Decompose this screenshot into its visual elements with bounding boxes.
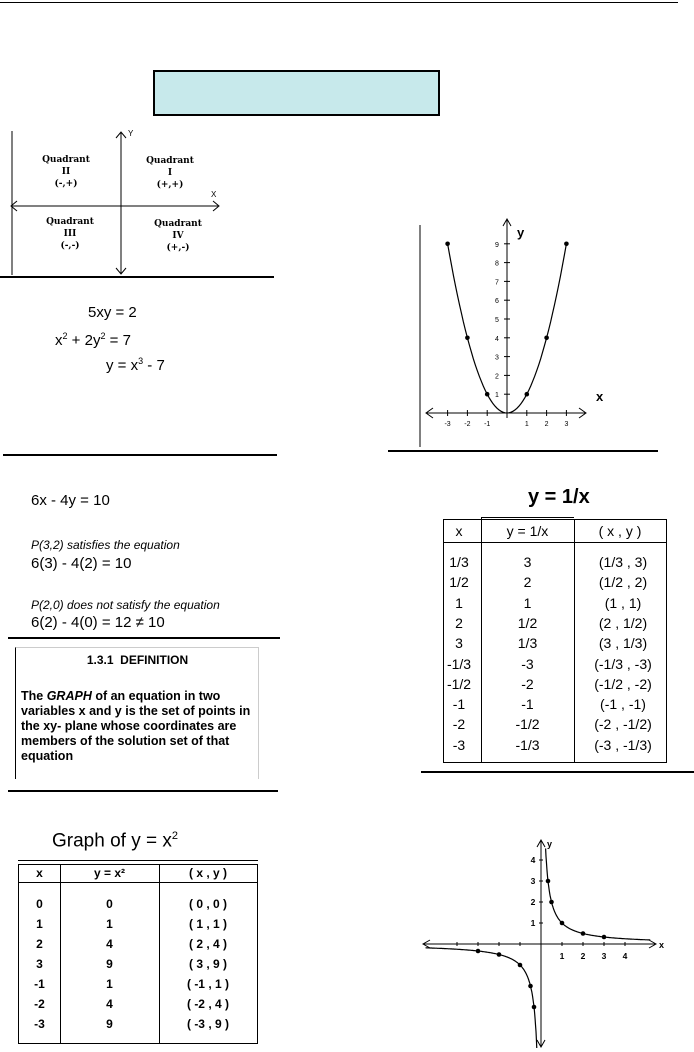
- table-recip-header-line: [444, 542, 666, 543]
- table-x2-cell-x: -1: [34, 977, 45, 991]
- quadrant-iii-num: III: [63, 229, 77, 239]
- rule-quadrant: [0, 276, 274, 278]
- table-recip-cell-xy: (-1/2 , -2): [594, 675, 652, 692]
- rule-parabola: [388, 450, 658, 452]
- definition-graph-word: GRAPH: [46, 689, 92, 703]
- hyperbola-point: [546, 879, 551, 884]
- hyperbola-point: [581, 931, 586, 936]
- hyperbola-point: [532, 1005, 537, 1010]
- table-x2-cell-xy: ( -3 , 9 ): [186, 1017, 229, 1031]
- quadrant-ii-sign: (-,+): [54, 179, 78, 189]
- parabola-y-tick-label: 3: [495, 354, 499, 362]
- hyperbola-x-tick-label: 1: [559, 951, 565, 961]
- table-x2-cell-xy: ( 0 , 0 ): [188, 897, 227, 911]
- table-x2-cell-y: 4: [106, 997, 113, 1011]
- hyperbola-y-label: y: [547, 839, 553, 849]
- table-recip-cell-y: -1/3: [515, 736, 540, 753]
- table-x2-header-xy: ( x , y ): [188, 866, 227, 880]
- parabola-y-tick-label: 6: [495, 298, 499, 306]
- table-recip-cell-y: -1/2: [515, 716, 540, 733]
- hyperbola-x-tick-label: 2: [580, 951, 586, 961]
- parabola-x-tick-label: 3: [564, 421, 569, 428]
- table-recip-cell-y: 1/2: [517, 614, 538, 631]
- equation-3-part-a: y = x: [106, 357, 139, 374]
- table-x2-title-text: Graph of y = x: [52, 830, 172, 852]
- quadrant-ii-name: Quadrant: [42, 155, 90, 165]
- equation-2: [55, 331, 131, 349]
- equation-2-sup-1: 2: [62, 331, 68, 341]
- satisfy-note-2: P(2,0) does not satisfy the equation: [31, 598, 220, 612]
- table-x2: [18, 864, 258, 1044]
- table-recip-cell-x: 2: [455, 614, 463, 631]
- quadrant-iv: [148, 218, 208, 254]
- quadrant-iv-num: IV: [172, 231, 184, 241]
- table-x2-cell-x: 3: [36, 957, 43, 971]
- table-recip-cell-y: 2: [523, 574, 532, 591]
- table-x2-header-y: y = x²: [93, 866, 126, 880]
- parabola-x-tick-label: -1: [484, 421, 491, 428]
- parabola-x-label: x: [596, 389, 604, 404]
- table-recip: [443, 519, 667, 763]
- table-x2-cell-x: 1: [36, 917, 43, 931]
- parabola-y-tick-label: 2: [495, 373, 499, 381]
- hyperbola-y-tick-label: 1: [530, 918, 536, 928]
- parabola-point: [485, 392, 490, 397]
- parabola-graph: [400, 215, 660, 455]
- parabola-y-tick-label: 9: [495, 241, 499, 249]
- hyperbola-y-tick-label: 4: [530, 855, 536, 865]
- table-x2-cell-xy: ( -1 , 1 ): [186, 977, 229, 991]
- table-recip-cell-y: -2: [521, 675, 534, 692]
- parabola-point: [445, 242, 450, 247]
- table-recip-header-x: x: [455, 523, 463, 539]
- parabola-x-tick-label: -2: [464, 421, 471, 428]
- quadrant-i-sign: (+,+): [156, 180, 184, 190]
- rule-recip: [421, 771, 694, 773]
- table-recip-cell-y: 1: [523, 594, 532, 611]
- table-x2-cell-x: -2: [34, 997, 45, 1011]
- equation-3-part-b: - 7: [143, 357, 165, 374]
- quadrant-ii-num: II: [61, 167, 71, 177]
- table-x2-cell-xy: ( -2 , 4 ): [186, 997, 229, 1011]
- table-recip-cell-x: -3: [452, 736, 466, 753]
- quadrant-iii: [42, 216, 98, 252]
- quadrant-iv-name: Quadrant: [154, 219, 202, 229]
- table-recip-cell-x: -2: [452, 716, 466, 733]
- table-x2-header-x: x: [36, 866, 43, 880]
- hyperbola-point: [518, 963, 523, 968]
- hyperbola-point: [528, 984, 533, 989]
- hyperbola-x-tick-label: 3: [601, 951, 607, 961]
- table-recip-cell-x: 3: [455, 635, 463, 652]
- table-recip-cell-xy: (-1/3 , -3): [594, 655, 652, 672]
- table-x2-cell-y: 1: [106, 917, 113, 931]
- satisfy-equation: 6x - 4y = 10: [31, 492, 110, 509]
- equation-3-sup: 3: [138, 356, 144, 366]
- parabola-y-tick-label: 4: [495, 335, 499, 343]
- equation-2-part-a: x: [55, 332, 63, 349]
- table-recip-cell-x: 1: [455, 594, 463, 611]
- rule-definition: [8, 790, 278, 792]
- table-recip-cell-xy: (-3 , -1/3): [594, 736, 652, 753]
- table-recip-header-topline: [481, 517, 574, 518]
- parabola-y-tick-label: 8: [495, 260, 499, 268]
- hyperbola-x-label: x: [659, 940, 665, 950]
- table-x2-cell-xy: ( 1 , 1 ): [188, 917, 227, 931]
- rule-equations: [3, 454, 277, 456]
- table-recip-cell-xy: (3 , 1/3): [598, 635, 648, 652]
- table-x2-cell-y: 4: [106, 937, 113, 951]
- quadrant-iv-sign: (+,-): [166, 243, 190, 253]
- quadrant-axes: [0, 125, 280, 280]
- table-recip-cell-x: 1/2: [449, 574, 469, 591]
- table-x2-cell-xy: ( 2 , 4 ): [188, 937, 227, 951]
- hyperbola-point: [549, 900, 554, 905]
- table-recip-cell-y: -3: [521, 655, 534, 672]
- definition-box: [15, 647, 259, 779]
- parabola-x-tick-label: 1: [524, 421, 529, 428]
- satisfy-calc-1: 6(3) - 4(2) = 10: [31, 555, 132, 572]
- table-x2-cell-x: -3: [34, 1017, 45, 1031]
- table-recip-cell-xy: (1 , 1): [604, 594, 642, 611]
- quadrant-iii-sign: (-,-): [60, 241, 80, 251]
- hyperbola-x-tick-label: 4: [622, 951, 628, 961]
- equation-2-part-b: + 2y: [67, 332, 101, 349]
- table-x2-cell-y: 9: [106, 957, 113, 971]
- definition-pre: The: [21, 689, 47, 703]
- parabola-y-tick-label: 5: [495, 317, 499, 324]
- parabola-y-tick-label: 7: [495, 279, 499, 287]
- table-x2-title: [52, 830, 178, 852]
- table-recip-cell-xy: (1/3 , 3): [598, 554, 648, 570]
- parabola-point: [525, 392, 530, 397]
- table-recip-cell-xy: (2 , 1/2): [598, 614, 648, 631]
- definition-text: [21, 689, 254, 764]
- table-recip-title: y = 1/x: [528, 486, 590, 508]
- quadrant-ii: [38, 154, 94, 190]
- table-recip-cell-x: -1/3: [446, 655, 472, 672]
- quadrant-x-label: X: [211, 190, 217, 199]
- parabola-x-tick-label: 2: [544, 421, 549, 428]
- parabola-point: [544, 336, 549, 341]
- table-recip-header-xy: ( x , y ): [598, 523, 642, 539]
- table-recip-cell-y: 1/3: [517, 635, 538, 652]
- parabola-y-label: y: [517, 225, 525, 240]
- table-recip-col-line-2: [574, 520, 575, 762]
- table-recip-cell-y: 3: [523, 554, 532, 570]
- quadrant-y-label: Y: [128, 129, 134, 138]
- equation-1: 5xy = 2: [88, 304, 137, 321]
- table-recip-cell-x: 1/3: [449, 554, 469, 570]
- definition-heading: 1.3.1 DEFINITION: [86, 653, 189, 667]
- equation-2-part-c: = 7: [105, 332, 131, 349]
- hyperbola-point: [497, 952, 502, 957]
- hyperbola-curve-positive: [546, 849, 651, 941]
- quadrant-iii-name: Quadrant: [46, 217, 94, 227]
- satisfy-calc-2: 6(2) - 4(0) = 12 ≠ 10: [31, 614, 165, 631]
- hyperbola-graph: [420, 838, 680, 1048]
- equation-3: [106, 356, 165, 374]
- table-x2-cell-x: 2: [36, 937, 43, 951]
- table-x2-cell-x: 0: [36, 897, 43, 911]
- equation-2-sup-2: 2: [100, 331, 106, 341]
- hyperbola-y-tick-label: 3: [530, 876, 536, 886]
- top-rule: [0, 2, 678, 3]
- hyperbola-point: [602, 935, 607, 940]
- satisfy-note-1: P(3,2) satisfies the equation: [31, 538, 180, 552]
- hyperbola-point: [560, 921, 565, 926]
- table-x2-header-line: [19, 882, 257, 883]
- rule-satisfy: [8, 637, 280, 639]
- table-x2-cell-y: 0: [106, 897, 113, 911]
- table-x2-cell-xy: ( 3 , 9 ): [188, 957, 227, 971]
- quadrant-i-name: Quadrant: [146, 156, 194, 166]
- parabola-point: [465, 336, 470, 341]
- table-x2-cell-y: 9: [106, 1017, 113, 1031]
- table-x2-top-line: [18, 860, 258, 861]
- parabola-x-tick-label: -3: [444, 421, 451, 428]
- parabola-point: [564, 242, 569, 247]
- title-box: [153, 70, 440, 116]
- table-recip-cell-xy: (-2 , -1/2): [594, 716, 652, 733]
- quadrant-diagram: [0, 125, 280, 280]
- table-x2-cell-y: 1: [106, 977, 113, 991]
- table-recip-cell-xy: (-1 , -1): [600, 696, 646, 713]
- hyperbola-y-tick-label: 2: [530, 897, 536, 907]
- table-recip-cell-x: -1/2: [446, 675, 472, 692]
- quadrant-i: [142, 155, 198, 191]
- parabola-y-tick-label: 1: [495, 392, 499, 400]
- table-x2-title-sup: 2: [171, 830, 178, 842]
- table-recip-cell-xy: (1/2 , 2): [598, 574, 648, 591]
- table-recip-header-y: y = 1/x: [506, 523, 549, 539]
- definition-body: of an equation in two variables x and y is the set of points in the xy- plane whose coordinates are members of the solution set of that equation: [21, 689, 251, 763]
- table-recip-cell-y: -1: [521, 696, 534, 713]
- quadrant-i-num: I: [167, 168, 173, 178]
- hyperbola-point: [476, 949, 481, 954]
- table-recip-cell-x: -1: [452, 696, 466, 713]
